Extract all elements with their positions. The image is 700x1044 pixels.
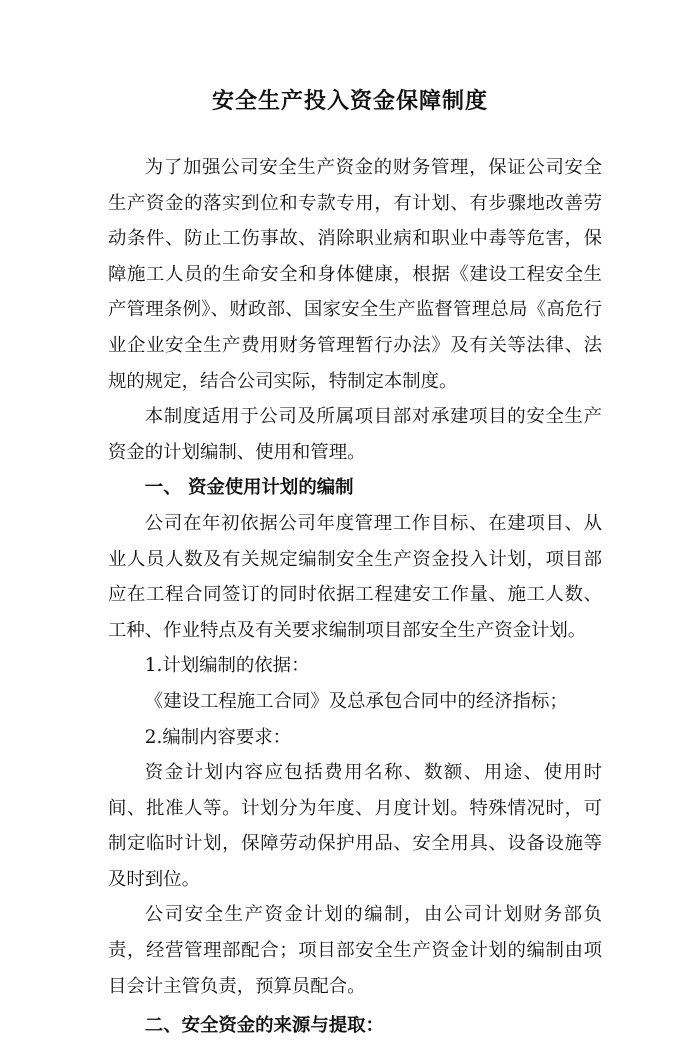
section-heading-1: 一、 资金使用计划的编制 (144, 477, 354, 499)
section-heading-2: 二、安全资金的来源与提取： (144, 1015, 384, 1037)
subheading-basis: 1.计划编制的依据： (144, 655, 310, 677)
basis-paragraph: 《建设工程施工合同》及总承包合同中的经济指标； (144, 690, 568, 712)
responsibility-paragraph: 公司安全生产资金计划的编制，由公司计划财务部负责，经营管理部配合；项目部安全生产资金计划的编制由项目会计主管负责，预算员配合。 (108, 904, 602, 997)
scope-paragraph: 本制度适用于公司及所属项目部对承建项目的安全生产资金的计划编制、使用和管理。 (108, 406, 602, 463)
requirements-paragraph: 资金计划内容应包括费用名称、数额、用途、使用时间、批准人等。计划分为年度、月度计划。特殊情况时，可制定临时计划，保障劳动保护用品、安全用具、设备设施等及时到位。 (108, 762, 602, 890)
subheading-requirements: 2.编制内容要求： (144, 726, 292, 748)
document-body (108, 150, 602, 1044)
intro-paragraph: 为了加强公司安全生产资金的财务管理，保证公司安全生产资金的落实到位和专款专用，有计划、有步骤地改善劳动条件、防止工伤事故、消除职业病和职业中毒等危害，保障施工人员的生命安全和身体健康，根据《建设工程安全生产管理条例》、财政部、国家安全生产监督管理总局《高危行业企业安全生产费用财务管理暂行办法》及有关等法律、法规的规定，结合公司实际，特制定本制度。 (108, 157, 602, 392)
document-title: 安全生产投入资金保障制度 (211, 88, 488, 114)
plan-paragraph: 公司在年初依据公司年度管理工作目标、在建项目、从业人员人数及有关规定编制安全生产资金投入计划，项目部应在工程合同签订的同时依据工程建安工作量、施工人数、工种、作业特点及有关要求编制项目部安全生产资金计划。 (108, 512, 602, 641)
